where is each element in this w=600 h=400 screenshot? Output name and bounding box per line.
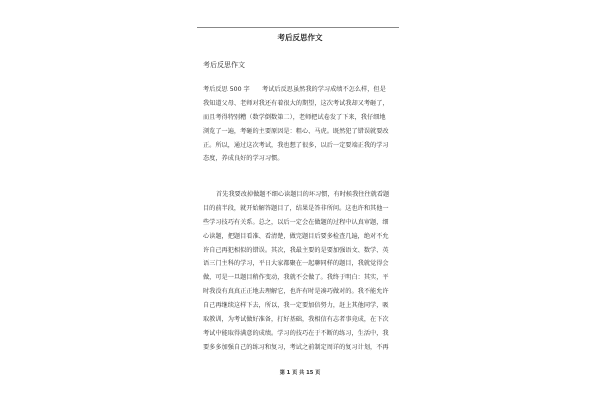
paragraph-line: 些学习技巧有关系。总之，以后一定会在做题的过程中认真审题，细 xyxy=(203,218,389,226)
paragraph-line: 自己再继续这样下去，所以，我一定要加倍努力，赶上其他同学，吸 xyxy=(203,302,389,310)
paragraph-line: 心读题，把题目看准、看清楚，做完题目后要多检查几遍，绝对不允 xyxy=(203,232,389,240)
page-number-footer: 第 1 页 共 15 页 xyxy=(279,370,321,376)
header-rule xyxy=(197,27,399,28)
paragraph-line: 语三门主科的学习，平日大家都聚在一起聊同样的题目，我就觉得会 xyxy=(203,260,389,268)
paragraph-line: 考后反思 500 字 考试后反思虽然我的学习成绩不怎么样，但是 xyxy=(203,86,386,93)
paragraph-line: 要多多加强自己的练习和复习，考试之前制定周详的复习计划，不再 xyxy=(203,343,389,351)
paragraph-line: 目的前半段，就开始解答题目了，结果是答非所问。这也许和其他一 xyxy=(203,204,389,212)
paragraph-line: 正。所以，通过这次考试，我也想了很多，以后一定要端正我的学习 xyxy=(203,141,389,149)
paragraph-line: 做，可是一旦题目稍作变动，我就不会做了。我终于明白：其实，平 xyxy=(203,274,389,282)
document-title: 考后反思作文 xyxy=(277,33,323,42)
paragraph-line: 许自己再犯相似的错误。其次，我最主要的是要加强语文、数学、英 xyxy=(203,246,389,254)
paragraph-2 xyxy=(203,188,408,355)
paragraph-line: 时我没有真真正正地去理解它，也许有时是凑巧做对的。我不能允许 xyxy=(203,288,389,296)
paragraph-line: 首先我要改掉做题不细心读题目的坏习惯，有时候我往往就看题 xyxy=(216,191,390,198)
paragraph-line: 考试中能取得满意的成绩。学习的技巧在于不断的练习，生活中，我 xyxy=(203,329,389,337)
paragraph-1 xyxy=(203,83,408,166)
paragraph-line: 浏览了一遍，考砸的主要原因是：粗心、马虎。既然犯了错误就要改 xyxy=(203,127,389,135)
document-subtitle: 考后反思作文 xyxy=(203,61,245,69)
paragraph-line: 态度，养成良好的学习习惯。 xyxy=(203,155,284,163)
paragraph-line: 我知道父母、老师对我还有着很大的期望，这次考试我却又考砸了， xyxy=(203,99,389,107)
paragraph-line: 取教训，为考试做好准备，打好基础，我相信有志者事竟成，在下次 xyxy=(203,316,389,324)
paragraph-line: 而且考得特别糟（数学倒数第二），老师把试卷发了下来，我仔细地 xyxy=(203,113,386,121)
